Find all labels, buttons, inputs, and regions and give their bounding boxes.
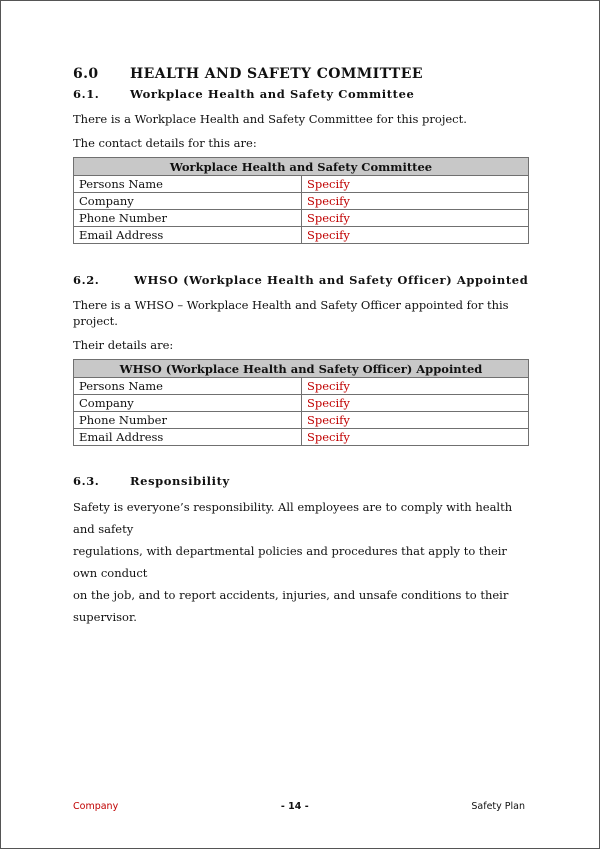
subsection-title: Responsibility	[130, 474, 230, 488]
subsection-heading-6-1	[73, 85, 529, 103]
committee-contact-table	[73, 157, 529, 244]
section-number: 6.0	[73, 66, 99, 82]
row-value: Specify	[302, 227, 529, 244]
whso-contact-table	[73, 359, 529, 446]
row-value: Specify	[302, 378, 529, 395]
subsection-heading-6-2	[73, 271, 529, 289]
table-header: WHSO (Workplace Health and Safety Officer) Appointed	[74, 360, 529, 378]
table-row	[74, 227, 529, 244]
row-value: Specify	[302, 193, 529, 210]
paragraph-line: regulations, with departmental policies and procedures that apply to their own conduct	[73, 544, 507, 580]
paragraph: The contact details for this are:	[73, 136, 257, 150]
subsection-number: 6.3.	[73, 474, 100, 488]
footer-company: Company	[73, 801, 119, 812]
footer-page-number: - 14 -	[280, 801, 309, 812]
row-value: Specify	[302, 412, 529, 429]
responsibility-paragraph	[73, 496, 529, 628]
table-header: Workplace Health and Safety Committee	[74, 158, 529, 176]
row-label: Company	[74, 193, 302, 210]
section-title: HEALTH AND SAFETY COMMITTEE	[130, 66, 423, 82]
row-label: Phone Number	[74, 412, 302, 429]
row-value: Specify	[302, 429, 529, 446]
footer-document-name: Safety Plan	[471, 801, 525, 812]
subsection-heading-6-3	[73, 472, 529, 490]
table-row	[74, 412, 529, 429]
paragraph-line: on the job, and to report accidents, injuries, and unsafe conditions to their supervisor.	[73, 588, 509, 624]
row-value: Specify	[302, 395, 529, 412]
paragraph: There is a WHSO – Workplace Health and Safety Officer appointed for this project.	[73, 298, 509, 328]
paragraph: There is a Workplace Health and Safety Committee for this project.	[73, 112, 467, 126]
paragraph-line: Safety is everyone’s responsibility. All employees are to comply with health and safety	[73, 500, 513, 536]
row-label: Email Address	[74, 429, 302, 446]
table-row	[74, 429, 529, 446]
table-row	[74, 378, 529, 395]
row-label: Email Address	[74, 227, 302, 244]
subsection-title: WHSO (Workplace Health and Safety Officer) Appointed	[134, 273, 529, 287]
row-value: Specify	[302, 210, 529, 227]
page-footer	[73, 801, 525, 812]
row-value: Specify	[302, 176, 529, 193]
subsection-title: Workplace Health and Safety Committee	[130, 87, 415, 101]
table-row	[74, 176, 529, 193]
paragraph: Their details are:	[73, 338, 174, 352]
section-heading	[73, 63, 529, 85]
table-row	[74, 210, 529, 227]
subsection-number: 6.2.	[73, 273, 100, 287]
row-label: Persons Name	[74, 176, 302, 193]
row-label: Company	[74, 395, 302, 412]
table-row	[74, 193, 529, 210]
page-content	[73, 63, 529, 628]
subsection-number: 6.1.	[73, 87, 100, 101]
row-label: Persons Name	[74, 378, 302, 395]
table-row	[74, 395, 529, 412]
row-label: Phone Number	[74, 210, 302, 227]
